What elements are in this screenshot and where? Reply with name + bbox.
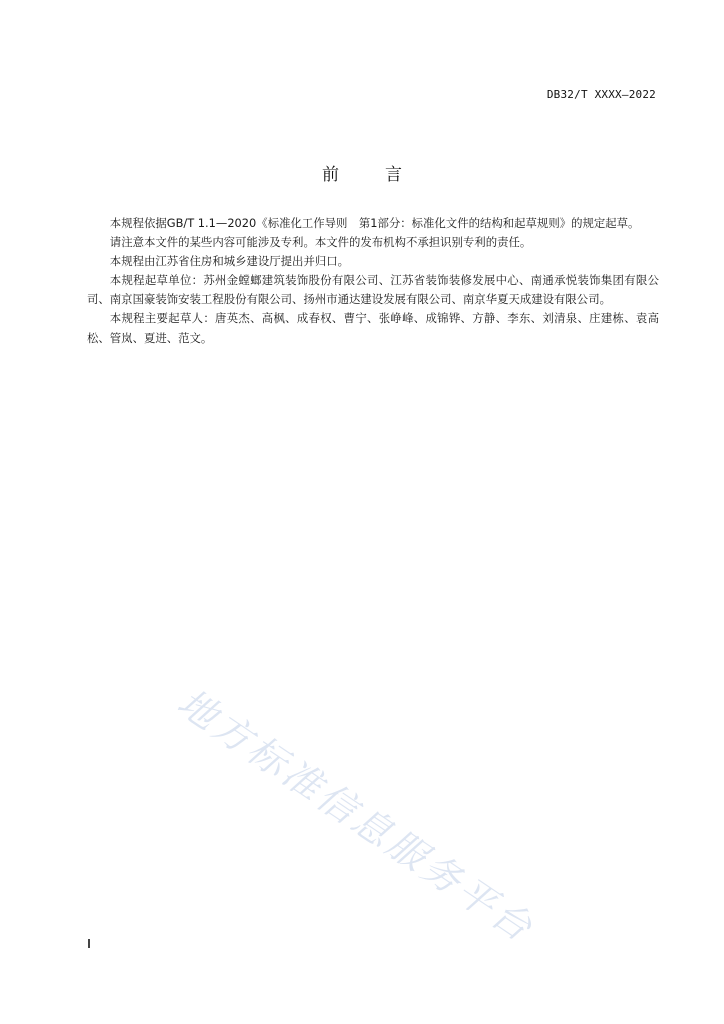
paragraph-drafting-basis: 本规程依据GB/T 1.1—2020《标准化工作导则 第1部分：标准化文件的结构和起草规则》的规定起草。 <box>109 216 640 230</box>
paragraph-proposer: 本规程由江苏省住房和城乡建设厅提出并归口。 <box>109 254 350 269</box>
paragraph-patent-notice: 请注意本文件的某些内容可能涉及专利。本文件的发布机构不承担识别专利的责任。 <box>109 235 532 250</box>
foreword-body <box>87 214 659 348</box>
page-title <box>0 160 724 185</box>
watermark: 地方标准信息服务平台 <box>169 680 543 952</box>
title-char-1: 前 <box>322 165 339 185</box>
paragraph-drafters: 本规程主要起草人：唐英杰、高枫、成春权、曹宁、张峥峰、成锦铧、方静、李东、刘清泉、庄建栋、袁高松、管岚、夏进、范文。 <box>87 311 659 345</box>
document-code-header: DB32/T XXXX—2022 <box>546 88 656 101</box>
paragraph-drafting-units: 本规程起草单位：苏州金螳螂建筑装饰股份有限公司、江苏省装饰装修发展中心、南通承悦装饰集团有限公司、南京国豪装饰安装工程股份有限公司、扬州市通达建设发展有限公司、南京华夏天成建设有限公司。 <box>87 273 659 307</box>
margin-mark <box>88 939 90 948</box>
title-char-2: 言 <box>385 165 402 185</box>
